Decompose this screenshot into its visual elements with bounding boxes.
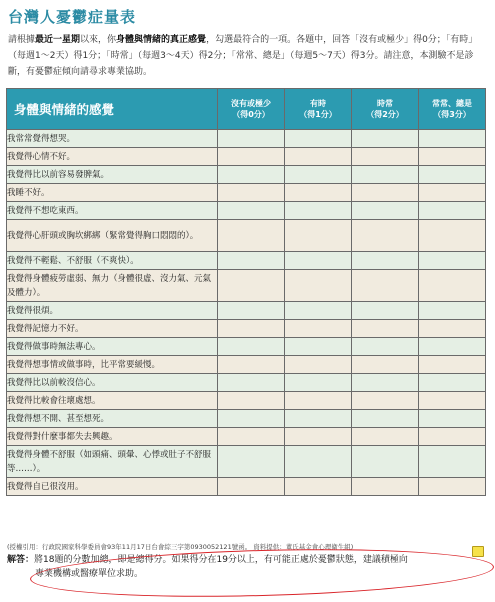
- answer-cell-2[interactable]: [352, 320, 419, 338]
- answer-cell-0[interactable]: [218, 270, 285, 302]
- answer-cell-3[interactable]: [419, 356, 486, 374]
- answer-cell-1[interactable]: [285, 478, 352, 496]
- answer-cell-3[interactable]: [419, 184, 486, 202]
- answer-cell-1[interactable]: [285, 446, 352, 478]
- answer-cell-1[interactable]: [285, 148, 352, 166]
- table-row: [7, 220, 486, 252]
- option-score: （得2分）: [366, 110, 404, 119]
- answer-cell-0[interactable]: [218, 202, 285, 220]
- option-label: 時常: [377, 99, 393, 108]
- option-score: （得0分）: [232, 110, 270, 119]
- answer-cell-0[interactable]: [218, 410, 285, 428]
- table-row: [7, 302, 486, 320]
- table-row: [7, 374, 486, 392]
- answer-cell-3[interactable]: [419, 478, 486, 496]
- table-row: [7, 356, 486, 374]
- answer-cell-2[interactable]: [352, 356, 419, 374]
- answer-cell-3[interactable]: [419, 166, 486, 184]
- answer-cell-3[interactable]: [419, 130, 486, 148]
- answer-line-1: 將18題的分數加總，即是總得分。如果得分在19分以上，有可能正處於憂鬱狀態，建議積極向: [34, 555, 408, 565]
- answer-cell-2[interactable]: [352, 166, 419, 184]
- answer-cell-3[interactable]: [419, 320, 486, 338]
- answer-cell-3[interactable]: [419, 338, 486, 356]
- question-text: 我覺得記憶力不好。: [7, 320, 218, 338]
- answer-cell-1[interactable]: [285, 220, 352, 252]
- answer-cell-0[interactable]: [218, 184, 285, 202]
- answer-cell-2[interactable]: [352, 446, 419, 478]
- answer-cell-2[interactable]: [352, 252, 419, 270]
- table-row: [7, 202, 486, 220]
- answer-cell-3[interactable]: [419, 302, 486, 320]
- answer-cell-1[interactable]: [285, 252, 352, 270]
- question-text: 我覺得對什麼事都失去興趣。: [7, 428, 218, 446]
- answer-cell-1[interactable]: [285, 392, 352, 410]
- answer-cell-2[interactable]: [352, 184, 419, 202]
- answer-cell-3[interactable]: [419, 446, 486, 478]
- table-row: [7, 478, 486, 496]
- question-text: 我覺得心情不好。: [7, 148, 218, 166]
- answer-cell-0[interactable]: [218, 392, 285, 410]
- answer-cell-1[interactable]: [285, 410, 352, 428]
- table-row: [7, 166, 486, 184]
- answer-cell-1[interactable]: [285, 184, 352, 202]
- answer-cell-3[interactable]: [419, 202, 486, 220]
- intro-text-3: ，勾選最符合的一項。各題中，回答「沒有或極少」得0分；「有時」（每週1～2天）得1分；「時常」（每週3～4天）得2分；「常常、總是」（每週5～7天）得3分。請注意，本測驗不是診斷，有憂鬱症傾向請尋求專業協助。: [8, 35, 478, 77]
- answer-cell-0[interactable]: [218, 428, 285, 446]
- answer-cell-3[interactable]: [419, 392, 486, 410]
- answer-label: 解答：: [7, 555, 35, 565]
- intro-emphasis-2: 身體與情緒的真正感覺: [116, 35, 207, 45]
- answer-cell-3[interactable]: [419, 410, 486, 428]
- answer-cell-1[interactable]: [285, 130, 352, 148]
- question-text: 我覺得不想吃東西。: [7, 202, 218, 220]
- header-option-0: [218, 89, 285, 130]
- question-text: 我覺得想不開、甚至想死。: [7, 410, 218, 428]
- answer-cell-0[interactable]: [218, 320, 285, 338]
- answer-cell-3[interactable]: [419, 374, 486, 392]
- answer-cell-2[interactable]: [352, 374, 419, 392]
- question-text: 我覺得很煩。: [7, 302, 218, 320]
- question-text: 我覺得比以前較沒信心。: [7, 374, 218, 392]
- table-row: [7, 130, 486, 148]
- option-score: （得3分）: [433, 110, 471, 119]
- answer-cell-2[interactable]: [352, 130, 419, 148]
- answer-cell-0[interactable]: [218, 148, 285, 166]
- question-text: 我覺得身體疲勞虛弱、無力（身體很虛、沒力氣、元氣及體力）。: [7, 270, 218, 302]
- table-row: [7, 148, 486, 166]
- source-note: (授權引用：行政院國家科學委員會93年11月17日台會綜三字第0930052121號函。 資料提供：董氏基金會心理衛生組): [7, 543, 354, 551]
- answer-cell-0[interactable]: [218, 252, 285, 270]
- header-option-1: [285, 89, 352, 130]
- answer-cell-1[interactable]: [285, 166, 352, 184]
- answer-cell-0[interactable]: [218, 356, 285, 374]
- intro-emphasis-1: 最近一星期: [35, 35, 81, 45]
- answer-cell-3[interactable]: [419, 220, 486, 252]
- answer-cell-1[interactable]: [285, 428, 352, 446]
- table-row: [7, 320, 486, 338]
- table-row: [7, 270, 486, 302]
- answer-cell-1[interactable]: [285, 302, 352, 320]
- table-row: [7, 410, 486, 428]
- answer-cell-1[interactable]: [285, 356, 352, 374]
- answer-cell-2[interactable]: [352, 428, 419, 446]
- table-header-row: [7, 89, 486, 130]
- answer-cell-2[interactable]: [352, 392, 419, 410]
- answer-cell-1[interactable]: [285, 202, 352, 220]
- question-text: 我覺得自已很沒用。: [7, 478, 218, 496]
- answer-cell-2[interactable]: [352, 270, 419, 302]
- answer-cell-2[interactable]: [352, 410, 419, 428]
- instructions: [8, 32, 490, 80]
- answer-cell-1[interactable]: [285, 338, 352, 356]
- answer-cell-2[interactable]: [352, 478, 419, 496]
- header-feelings: 身體與情緒的感覺: [7, 89, 218, 130]
- answer-cell-0[interactable]: [218, 166, 285, 184]
- intro-text-1: 請根據: [8, 35, 36, 45]
- header-option-2: [352, 89, 419, 130]
- table-row: [7, 338, 486, 356]
- answer-section: [7, 553, 485, 581]
- intro-text-2: 以來，你: [80, 35, 117, 45]
- question-text: 我覺得想事情或做事時，比平常要緩慢。: [7, 356, 218, 374]
- answer-cell-0[interactable]: [218, 130, 285, 148]
- answer-cell-2[interactable]: [352, 220, 419, 252]
- header-option-3: [419, 89, 486, 130]
- page-title: 台灣人憂鬱症量表: [8, 8, 137, 26]
- answer-cell-3[interactable]: [419, 270, 486, 302]
- answer-cell-3[interactable]: [419, 252, 486, 270]
- question-text: 我覺得比較會往壞處想。: [7, 392, 218, 410]
- table-row: [7, 252, 486, 270]
- answer-cell-1[interactable]: [285, 270, 352, 302]
- answer-cell-0[interactable]: [218, 374, 285, 392]
- answer-cell-2[interactable]: [352, 338, 419, 356]
- answer-cell-2[interactable]: [352, 302, 419, 320]
- answer-line-2: 專業機構或醫療單位求助。: [35, 569, 144, 579]
- answer-cell-0[interactable]: [218, 478, 285, 496]
- question-text: 我睡不好。: [7, 184, 218, 202]
- answer-cell-0[interactable]: [218, 302, 285, 320]
- answer-cell-1[interactable]: [285, 374, 352, 392]
- comment-note-icon[interactable]: [472, 546, 484, 557]
- question-text: 我常常覺得想哭。: [7, 130, 218, 148]
- answer-cell-1[interactable]: [285, 320, 352, 338]
- answer-cell-2[interactable]: [352, 202, 419, 220]
- question-text: 我覺得做事時無法專心。: [7, 338, 218, 356]
- answer-cell-0[interactable]: [218, 446, 285, 478]
- table-row: [7, 392, 486, 410]
- question-text: 我覺得心肝頭或胸坎綁綁（緊常覺得胸口悶悶的）。: [7, 220, 218, 252]
- table-row: [7, 428, 486, 446]
- answer-cell-3[interactable]: [419, 428, 486, 446]
- option-label: 常常、總是: [432, 99, 472, 108]
- question-text: 我覺得不輕鬆、不舒服（不爽快）。: [7, 252, 218, 270]
- answer-cell-0[interactable]: [218, 220, 285, 252]
- option-label: 有時: [310, 99, 326, 108]
- answer-cell-2[interactable]: [352, 148, 419, 166]
- question-text: 我覺得比以前容易發脾氣。: [7, 166, 218, 184]
- answer-cell-3[interactable]: [419, 148, 486, 166]
- answer-cell-0[interactable]: [218, 338, 285, 356]
- depression-scale-table: [6, 88, 486, 496]
- question-text: 我覺得身體不舒服（如頭痛、頭暈、心悸或肚子不舒服等……）。: [7, 446, 218, 478]
- table-row: [7, 446, 486, 478]
- option-score: （得1分）: [299, 110, 337, 119]
- option-label: 沒有或極少: [231, 99, 271, 108]
- table-row: [7, 184, 486, 202]
